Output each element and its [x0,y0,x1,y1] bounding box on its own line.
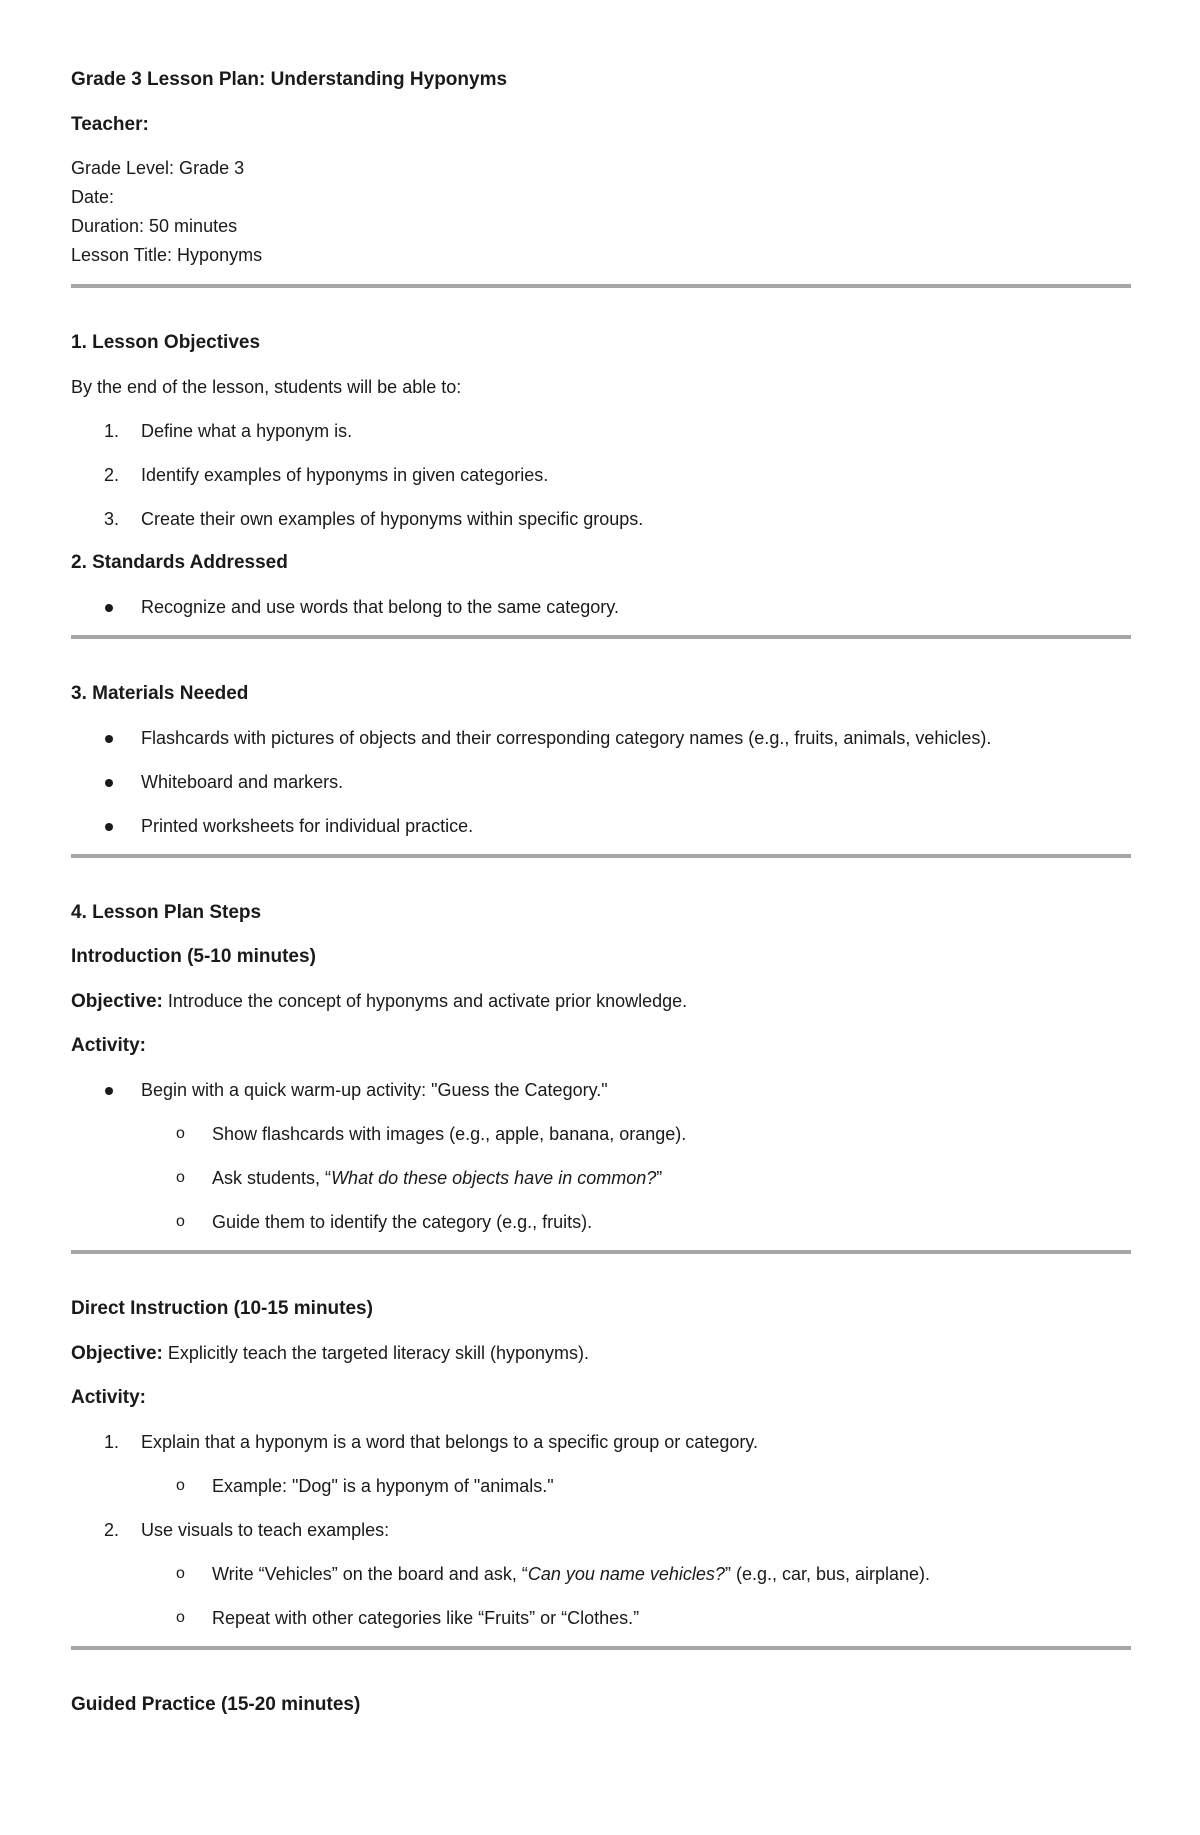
direct-instruction-objective [71,1339,1131,1368]
objective-label: Objective: [71,991,163,1012]
objective-text: Explicitly teach the targeted literacy skill (hyponyms). [162,1343,590,1363]
activity-label: Activity: [71,1035,146,1056]
instruction-sub-item [71,1560,1131,1588]
objective-text: Identify examples of hyponyms in given categories. [141,465,549,485]
activity-item [71,1076,1131,1104]
activity-sub-item [71,1120,1131,1148]
objective-item [71,461,1131,489]
sub-bullet-icon: o [176,1125,185,1142]
section-divider [71,1250,1131,1254]
materials-heading: 3. Materials Needed [71,683,249,704]
sub-item-text: Example: "Dog" is a hyponym of "animals." [212,1476,554,1496]
instruction-text: Use visuals to teach examples: [141,1520,390,1540]
list-number: 2. [104,465,120,485]
material-text: Whiteboard and markers. [141,772,344,792]
sub-item-text: Repeat with other categories like “Fruits” or “Clothes.” [212,1608,640,1628]
sub-item-question: Can you name vehicles? [527,1564,725,1584]
list-number: 1. [104,1432,120,1452]
objectives-intro: By the end of the lesson, students will be able to: [71,377,462,397]
sub-bullet-icon: o [176,1565,185,1582]
teacher-label: Teacher: [71,114,149,135]
objective-text: Create their own examples of hyponyms within specific groups. [141,509,644,529]
objectives-list [71,417,1131,533]
list-number: 2. [104,1520,120,1540]
sub-item-text-pre: Ask students, “ [212,1168,332,1188]
meta-lesson-title: Lesson Title: Hyponyms [71,245,263,265]
bullet-icon [105,1087,113,1095]
instruction-text: Explain that a hyponym is a word that belongs to a specific group or category. [141,1432,759,1452]
sub-bullet-icon: o [176,1609,185,1626]
instruction-sub-item [71,1472,1131,1500]
guided-practice-heading: Guided Practice (15-20 minutes) [71,1694,361,1715]
standard-item [71,593,1131,621]
objective-label: Objective: [71,1343,163,1364]
material-item [71,724,1131,752]
sub-item-text: Show flashcards with images (e.g., apple, banana, orange). [212,1124,687,1144]
section-divider [71,1646,1131,1650]
section-divider [71,284,1131,288]
standard-text: Recognize and use words that belong to the same category. [141,597,619,617]
objective-item [71,505,1131,533]
instruction-item [71,1516,1131,1544]
instruction-sub-item [71,1604,1131,1632]
section-divider [71,635,1131,639]
material-text: Flashcards with pictures of objects and their corresponding category names (e.g., fruits, animals, vehicles). [141,728,992,748]
sub-bullet-icon: o [176,1213,185,1230]
bullet-icon [105,779,113,787]
direct-instruction-heading: Direct Instruction (10-15 minutes) [71,1298,373,1319]
bullet-icon [105,604,113,612]
document-body [71,66,1131,1719]
standards-heading: 2. Standards Addressed [71,552,288,573]
bullet-icon [105,735,113,743]
activity-label: Activity: [71,1387,146,1408]
bullet-icon [105,823,113,831]
sub-item-text-post: ” [656,1168,663,1188]
meta-grade-level: Grade Level: Grade 3 [71,158,245,178]
lesson-meta [71,154,1131,270]
objectives-heading: 1. Lesson Objectives [71,332,261,353]
objective-text: Introduce the concept of hyponyms and activate prior knowledge. [162,991,688,1011]
introduction-objective [71,987,1131,1016]
steps-heading: 4. Lesson Plan Steps [71,902,262,923]
objective-text: Define what a hyponym is. [141,421,353,441]
list-number: 1. [104,421,120,441]
activity-sub-item [71,1208,1131,1236]
introduction-heading: Introduction (5-10 minutes) [71,946,316,967]
instruction-item [71,1428,1131,1456]
section-divider [71,854,1131,858]
sub-item-text: Guide them to identify the category (e.g., fruits). [212,1212,593,1232]
sub-bullet-icon: o [176,1169,185,1186]
sub-item-text-pre: Write “Vehicles” on the board and ask, “ [212,1564,528,1584]
objective-item [71,417,1131,445]
list-number: 3. [104,509,120,529]
activity-text: Begin with a quick warm-up activity: "Guess the Category." [141,1080,608,1100]
material-item [71,768,1131,796]
material-item [71,812,1131,840]
sub-bullet-icon: o [176,1477,185,1494]
sub-item-question: What do these objects have in common? [331,1168,657,1188]
document-title: Grade 3 Lesson Plan: Understanding Hyponyms [71,69,508,90]
meta-date: Date: [71,187,115,207]
activity-sub-item [71,1164,1131,1192]
material-text: Printed worksheets for individual practice. [141,816,474,836]
meta-duration: Duration: 50 minutes [71,216,238,236]
sub-item-text-post: ” (e.g., car, bus, airplane). [724,1564,931,1584]
